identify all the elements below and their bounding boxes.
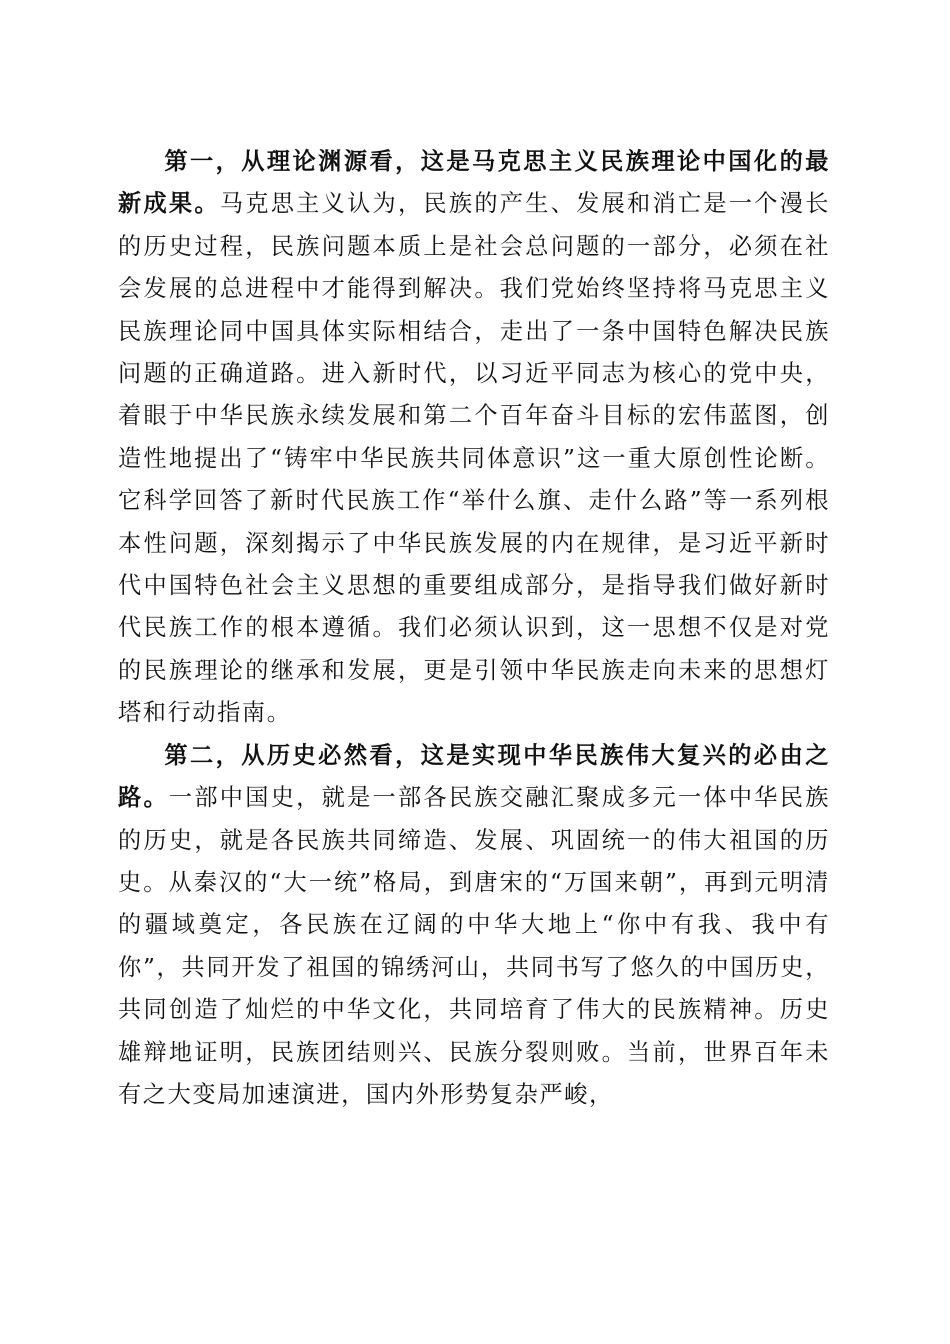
document-body <box>118 141 830 1116</box>
paragraph-body-text: 一部中国史，就是一部各民族交融汇聚成多元一体中华民族的历史，就是各民族共同缔造、发展、巩固统一的伟大祖国的历史。从秦汉的“大一统”格局，到唐宋的“万国来朝”，再到元明清的疆域奠定，各民族在辽阔的中华大地上“你中有我、我中有你”，共同开发了祖国的锦绣河山，共同书写了悠久的中国历史，共同创造了灿烂的中华文化，共同培育了伟大的民族精神。历史雄辩地证明，民族团结则兴、民族分裂则败。当前，世界百年未有之大变局加速演进，国内外形势复杂严峻， <box>118 784 830 1108</box>
paragraph-lead-sentence: 第一，从理论渊源看，这是马克思主义民族理论中国化的最新成果。 <box>118 148 830 218</box>
paragraph-body-text: 马克思主义认为，民族的产生、发展和消亡是一个漫长的历史过程，民族问题本质上是社会总问题的一部分，必须在社会发展的总进程中才能得到解决。我们党始终坚持将马克思主义民族理论同中国具体实际相结合，走出了一条中国特色解决民族问题的正确道路。进入新时代，以习近平同志为核心的党中央，着眼于中华民族永续发展和第二个百年奋斗目标的宏伟蓝图，创造性地提出了“铸牢中华民族共同体意识”这一重大原创性论断。它科学回答了新时代民族工作“举什么旗、走什么路”等一系列根本性问题，深刻揭示了中华民族发展的内在规律，是习近平新时代中国特色社会主义思想的重要组成部分，是指导我们做好新时代民族工作的根本遵循。我们必须认识到，这一思想不仅是对党的民族理论的继承和发展，更是引领中华民族走向未来的思想灯塔和行动指南。 <box>118 190 830 727</box>
paragraph-lead-sentence: 第二，从历史必然看，这是实现中华民族伟大复兴的必由之路。 <box>118 741 830 812</box>
paragraph-historical-necessity <box>118 735 830 1117</box>
paragraph-theoretical-origin <box>118 141 830 735</box>
